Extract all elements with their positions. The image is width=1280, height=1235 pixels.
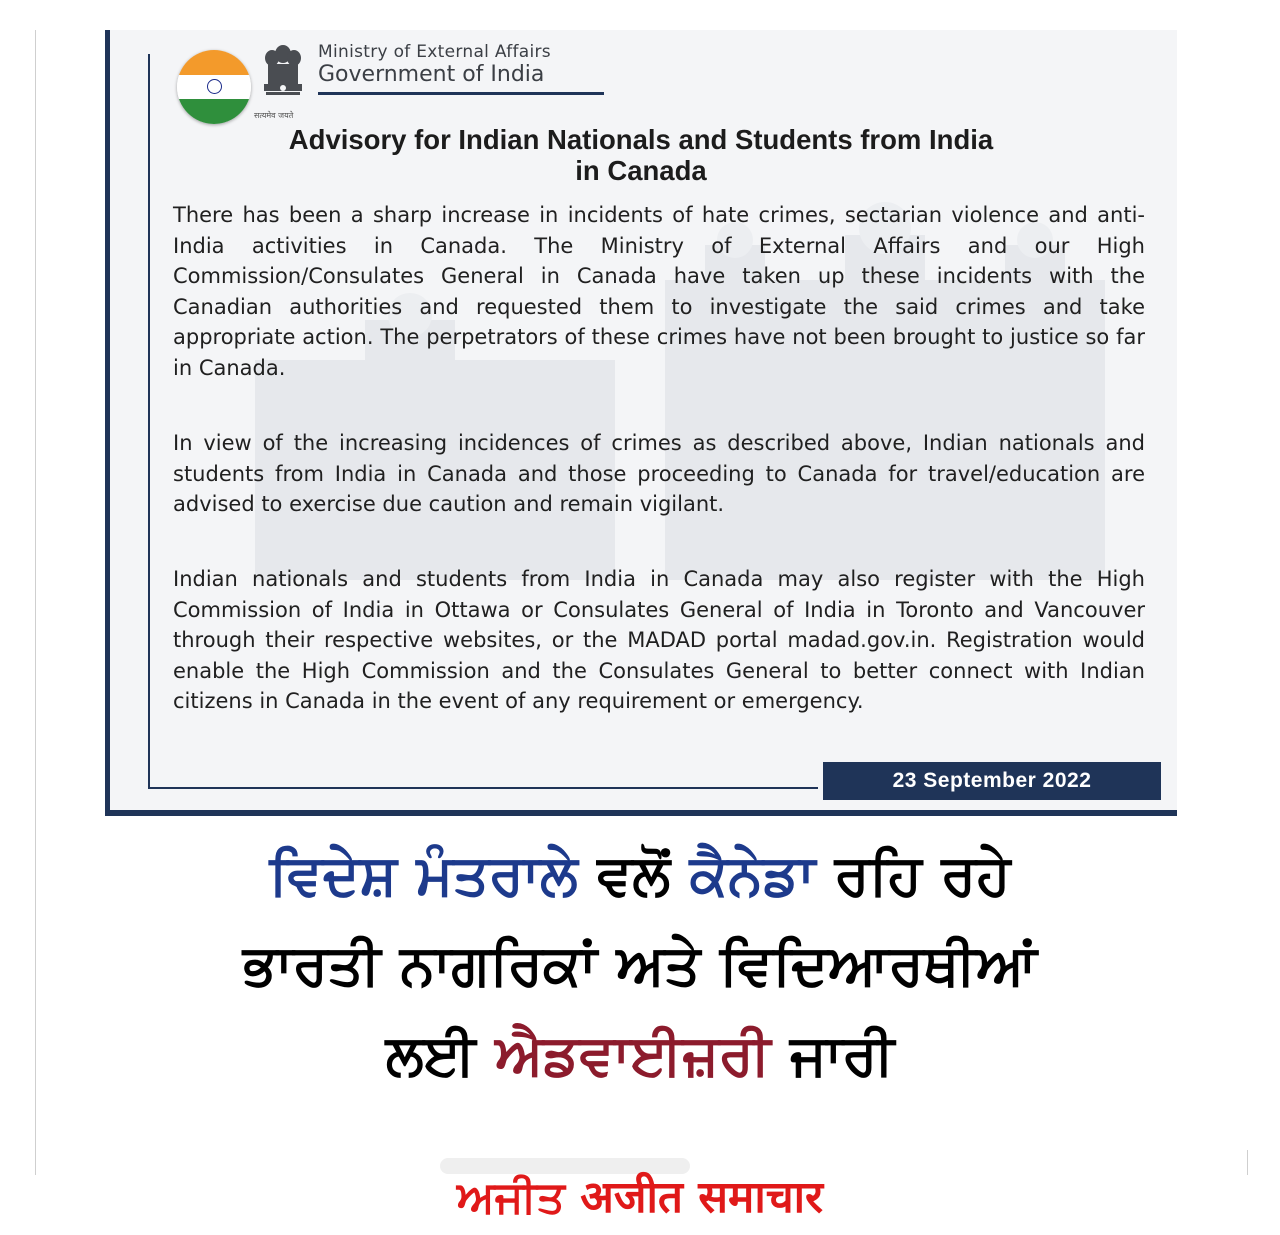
- headline-line-2: ਭਾਰਤੀ ਨਾਗਰਿਕਾਂ ਅਤੇ ਵਿਦਿਆਰਥੀਆਂ: [242, 933, 1038, 998]
- headline-line-3: [0, 1016, 1280, 1096]
- headline-line-1: [0, 836, 1280, 916]
- advisory-paragraph-3: Indian nationals and students from India in Canada may also register with the High Commission of India in Ottawa or Consulates General of India in Toronto and Vancouver through their respective websites, or the MADAD portal madad.gov.in. Registration would enable the High Commission and the Consulates General to better connect with Indian citizens in Canada in the event of any requirement or emergency.: [173, 567, 1145, 713]
- date-badge: 23 September 2022: [823, 762, 1161, 800]
- left-accent-bar: [105, 30, 110, 816]
- advisory-paragraph-2: In view of the increasing incidences of crimes as described above, Indian nationals and students from India in Canada and those proceeding to Canada for travel/education are advised to exercise due caution and remain vigilant.: [173, 431, 1145, 516]
- advisory-title: [145, 124, 1137, 186]
- ministry-name: [318, 42, 551, 88]
- bottom-accent-bar: [105, 810, 1177, 816]
- national-emblem-icon: [258, 42, 308, 108]
- headline-from: ਵਲੋਂ: [597, 843, 671, 908]
- india-flag-icon: [177, 50, 251, 124]
- frame-line-bottom: [148, 787, 818, 789]
- headline-issued: ਜਾਰੀ: [790, 1023, 895, 1088]
- headline-canada: ਕੈਨੇਡਾ: [689, 843, 816, 908]
- advisory-title-line-2: in Canada: [575, 155, 707, 186]
- advisory-title-line-1: Advisory for Indian Nationals and Students from India: [288, 124, 994, 155]
- ministry-line-2: Government of India: [318, 62, 545, 87]
- headline-for: ਲਈ: [385, 1023, 476, 1088]
- headline-ministry: ਵਿਦੇਸ਼ ਮੰਤਰਾਲੇ: [269, 843, 578, 908]
- advisory-paragraph-1: There has been a sharp increase in incidents of hate crimes, sectarian violence and anti-India activities in Canada. The Ministry of External Affairs and our High Commission/Consulates General in Canada have taken up these incidents with the Canadian authorities and requested them to investigate the said crimes and take appropriate action. The perpetrators of these crimes have not been brought to justice so far in Canada.: [173, 203, 1145, 380]
- ajit-samachar-logo: ਅਜੀਤ अजीत समाचार: [456, 1172, 824, 1223]
- advisory-document: [105, 30, 1177, 816]
- emblem-caption: सत्यमेव जयते: [254, 111, 294, 120]
- headline-advisory: ਐਡਵਾਈਜ਼ਰੀ: [495, 1023, 771, 1088]
- headline-living: ਰਹਿ ਰਹੇ: [834, 843, 1011, 908]
- ministry-line-1: Ministry of External Affairs: [318, 42, 551, 62]
- ministry-underline: [318, 92, 604, 95]
